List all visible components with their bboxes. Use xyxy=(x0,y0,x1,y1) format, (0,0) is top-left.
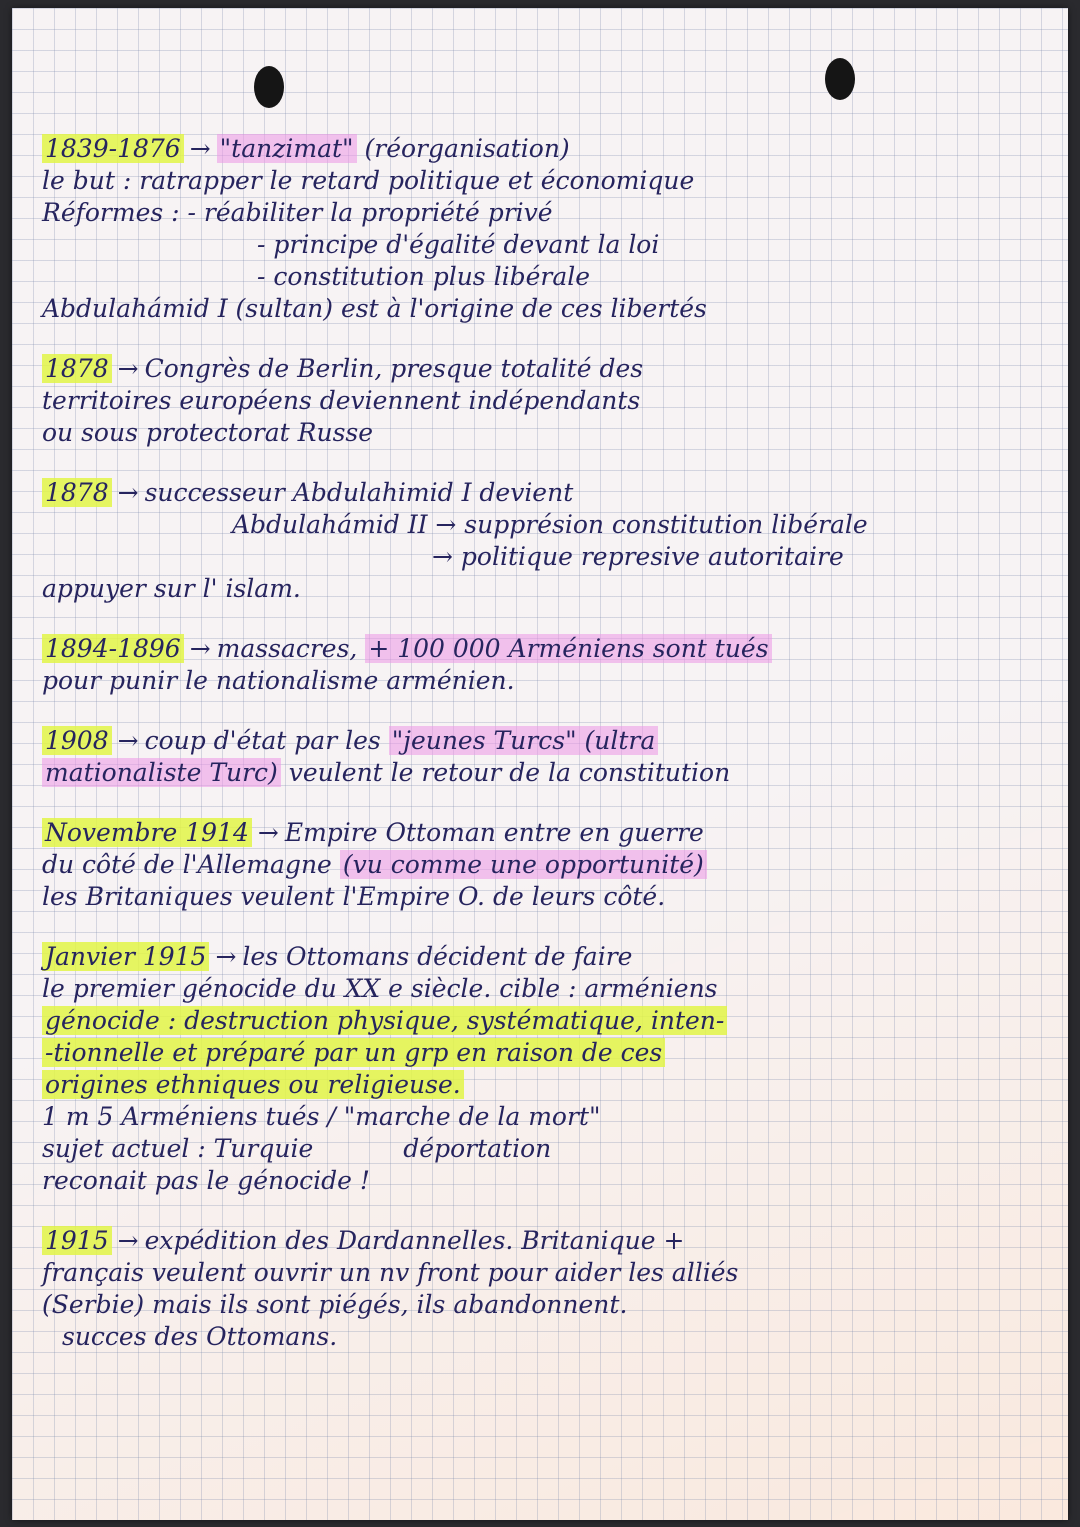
arrow: → xyxy=(117,1226,139,1255)
successor-line-1 xyxy=(42,477,1052,509)
war-line-1 xyxy=(42,817,1052,849)
tanzimat-title-rest: (réorganisation) xyxy=(364,134,570,163)
berlin-line-1 xyxy=(42,353,1052,385)
reform-text: - réabiliter la propriété privé xyxy=(187,198,553,227)
tanzimat-goal: le but : ratrapper le retard politique et économique xyxy=(42,166,695,195)
date-genocide: Janvier 1915 xyxy=(42,942,209,971)
genocide-line-3 xyxy=(42,1005,1052,1037)
date-young-turks: 1908 xyxy=(42,726,112,755)
successor-text: successeur Abdulahimid I devient xyxy=(144,478,574,507)
massacres-line-2: pour punir le nationalisme arménien. xyxy=(42,666,515,695)
dardanelles-line-1 xyxy=(42,1225,1052,1257)
date-berlin: 1878 xyxy=(42,354,112,383)
genocide-deportation: déportation xyxy=(403,1134,552,1163)
genocide-definition: -tionnelle et préparé par un grp en raison de ces xyxy=(42,1038,665,1067)
arrow: → xyxy=(189,634,211,663)
date-tanzimat: 1839-1876 xyxy=(42,134,184,163)
genocide-line-4 xyxy=(42,1037,1052,1069)
young-turks-name: "jeunes Turcs" (ultra xyxy=(389,726,659,755)
dardanelles-line-2: français veulent ouvrir un nv front pour aider les alliés xyxy=(42,1258,739,1287)
tanzimat-reform-3: - constitution plus libérale xyxy=(257,262,591,291)
dardanelles-line-4: succes des Ottomans. xyxy=(62,1322,338,1351)
genocide-current: sujet actuel : Turquie xyxy=(42,1134,314,1163)
arrow: → xyxy=(117,354,139,383)
notebook-page xyxy=(12,8,1068,1520)
dardanelles-line-3: (Serbie) mais ils sont piégés, ils abandonnent. xyxy=(42,1290,628,1319)
genocide-definition: génocide : destruction physique, systématique, inten- xyxy=(42,1006,727,1035)
young-turks-goal: veulent le retour de la constitution xyxy=(288,758,731,787)
young-turks-text: coup d'état par les xyxy=(144,726,381,755)
genocide-line-6: 1 m 5 Arméniens tués / "marche de la mort" xyxy=(42,1102,601,1131)
genocide-line-8: reconait pas le génocide ! xyxy=(42,1166,370,1195)
war-text: Empire Ottoman entre en guerre xyxy=(284,818,704,847)
arrow: → xyxy=(189,134,211,163)
berlin-text: Congrès de Berlin, presque totalité des xyxy=(144,354,644,383)
tanzimat-title: "tanzimat" xyxy=(217,134,357,163)
successor-line-2: Abdulahámid II → supprésion constitution libérale xyxy=(232,510,868,539)
date-successor: 1878 xyxy=(42,478,112,507)
war-line-3: les Britaniques veulent l'Empire O. de leurs côté. xyxy=(42,882,666,911)
reforms-label: Réformes : xyxy=(42,198,180,227)
arrow: → xyxy=(215,942,237,971)
successor-line-3: → politique represive autoritaire xyxy=(432,542,844,571)
genocide-line-7 xyxy=(42,1133,1052,1165)
war-line-2 xyxy=(42,849,1052,881)
binder-hole-right xyxy=(825,58,855,100)
binder-hole-left xyxy=(254,66,284,108)
massacres-victims: + 100 000 Arméniens sont tués xyxy=(365,634,771,663)
tanzimat-heading xyxy=(42,133,1052,165)
young-turks-line-2 xyxy=(42,757,1052,789)
berlin-line-3: ou sous protectorat Russe xyxy=(42,418,374,447)
berlin-line-2: territoires européens deviennent indépendants xyxy=(42,386,641,415)
arrow: → xyxy=(257,818,279,847)
young-turks-line-1 xyxy=(42,725,1052,757)
tanzimat-reform-1 xyxy=(42,197,1052,229)
young-turks-desc: mationaliste Turc) xyxy=(42,758,281,787)
date-massacres: 1894-1896 xyxy=(42,634,184,663)
arrow: → xyxy=(117,478,139,507)
war-opportunity: (vu comme une opportunité) xyxy=(340,850,707,879)
war-side: du côté de l'Allemagne xyxy=(42,850,332,879)
handwritten-notes xyxy=(42,133,1052,1353)
genocide-line-1 xyxy=(42,941,1052,973)
massacres-text: massacres, xyxy=(216,634,358,663)
genocide-line-2: le premier génocide du XX e siècle. cible : arméniens xyxy=(42,974,718,1003)
genocide-text: les Ottomans décident de faire xyxy=(242,942,633,971)
date-war: Novembre 1914 xyxy=(42,818,252,847)
tanzimat-reform-2: - principe d'égalité devant la loi xyxy=(257,230,660,259)
genocide-line-5 xyxy=(42,1069,1052,1101)
dardanelles-text: expédition des Dardannelles. Britanique + xyxy=(144,1226,685,1255)
massacres-line-1 xyxy=(42,633,1052,665)
arrow: → xyxy=(117,726,139,755)
genocide-definition: origines ethniques ou religieuse. xyxy=(42,1070,464,1099)
successor-line-4: appuyer sur l' islam. xyxy=(42,574,301,603)
tanzimat-origin: Abdulahámid I (sultan) est à l'origine de ces libertés xyxy=(42,294,707,323)
date-dardanelles: 1915 xyxy=(42,1226,112,1255)
